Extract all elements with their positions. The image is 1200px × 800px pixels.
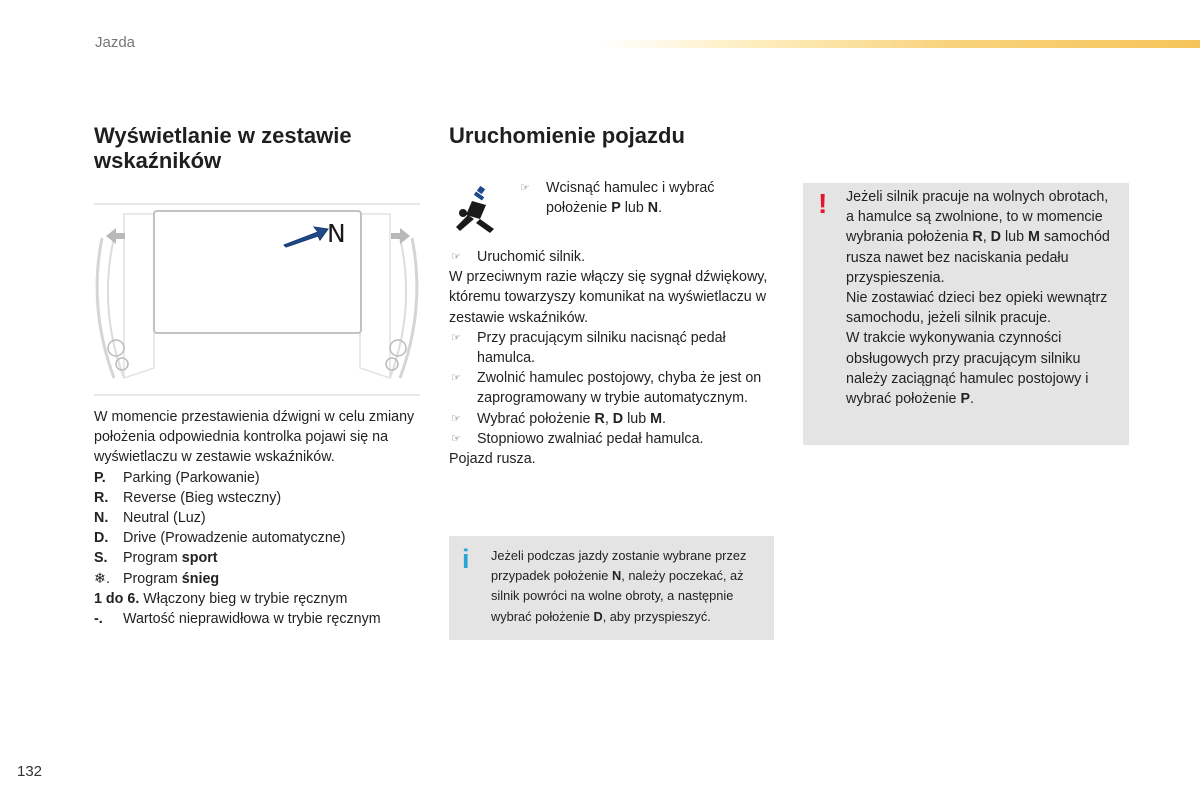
step-release-brake: ☞ Stopniowo zwalniać pedał hamulca.	[449, 429, 779, 449]
step-press-brake: ☞ Przy pracującym silniku nacisnąć pedał hamulca.	[449, 328, 779, 368]
warning-icon: !	[818, 188, 828, 219]
manual-mode-row: 1 do 6. Włączony bieg w trybie ręcznym	[94, 590, 348, 607]
cluster-drawing	[94, 198, 420, 398]
start-instructions	[449, 247, 779, 469]
middle-title: Uruchomienie pojazdu	[449, 123, 685, 148]
instrument-cluster-illustration	[94, 198, 420, 398]
mode-row: N. Neutral (Luz)	[94, 510, 206, 527]
gear-indicator: N	[327, 219, 346, 248]
step-start-engine: ☞ Uruchomić silnik.	[449, 247, 779, 267]
warning-paragraph: W przeciwnym razie włączy się sygnał dźwiękowy, któremu towarzyszy komunikat na wyświetlaczu w zestawie wskaźników.	[449, 269, 768, 326]
invalid-mode-row: -. Wartość nieprawidłowa w trybie ręcznym	[94, 611, 381, 628]
result-text: Pojazd rusza.	[449, 451, 536, 468]
brake-pedal-icon	[450, 185, 506, 233]
step-brake-select: ☞ Wcisnąć hamulec i wybrać położenie P lub N.	[518, 178, 748, 218]
left-title: Wyświetlanie w zestawie wskaźników	[94, 123, 352, 173]
mode-row: R. Reverse (Bieg wsteczny)	[94, 489, 282, 506]
mode-row: S. Program sport	[94, 550, 218, 567]
mode-row: ❄. Program śnieg	[94, 570, 220, 587]
step-release-parking-brake: ☞ Zwolnić hamulec postojowy, chyba że jest on zaprogramowany w trybie automatycznym.	[449, 368, 779, 408]
intro-paragraph: W momencie przestawienia dźwigni w celu zmiany położenia odpowiednia kontrolka pojawi się na wyświetlaczu w zestawie wskaźników.	[94, 409, 415, 466]
mode-row: D. Drive (Prowadzenie automatyczne)	[94, 530, 346, 547]
page-number: 132	[17, 763, 43, 780]
warning-text: Jeżeli silnik pracuje na wolnych obrotach, a hamulce są zwolnione, to w momencie wybrania położenia R, D lub M samochód rusza nawet bez naciskania pedału przyspieszenia. Nie zostawiać dzieci bez opieki wewnątrz samochodu, jeżeli silnik pracuje. W trakcie wykonywania czynności obsługowych przy pracującym silniku należy zaciągnąć hamulec postojowy i wybrać położenie P.	[846, 189, 1110, 408]
header-gradient-bar	[600, 40, 1200, 48]
info-text: Jeżeli podczas jazdy zostanie wybrane przez przypadek położenie N, należy poczekać, aż silnik powróci na wolne obroty, a następnie wybrać położenie D, aby przyspieszyć.	[491, 548, 747, 624]
info-icon: i	[462, 544, 470, 574]
gear-display-text	[94, 407, 429, 629]
step-select-gear: ☞ Wybrać położenie R, D lub M.	[449, 409, 779, 429]
section-label: Jazda	[95, 34, 136, 51]
mode-row: P. Parking (Parkowanie)	[94, 469, 260, 486]
